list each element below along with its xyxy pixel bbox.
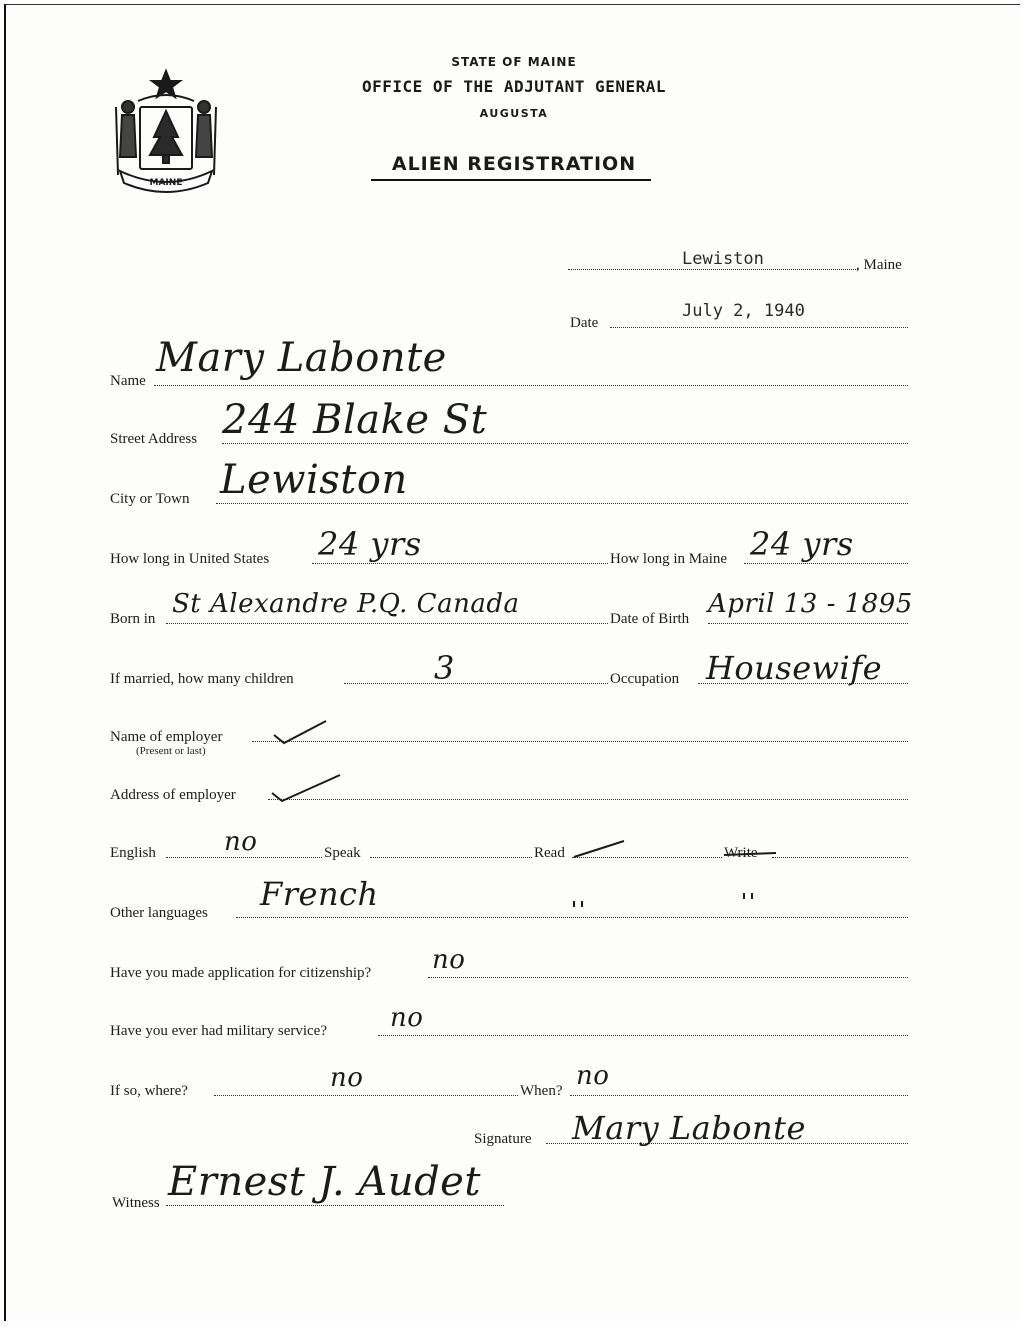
employer-label: Name of employer [110, 729, 223, 745]
born-line [166, 623, 608, 624]
street-label: Street Address [110, 431, 198, 447]
occupation-value: Housewife [706, 649, 883, 687]
dob-line [708, 623, 908, 624]
speak-line [370, 857, 532, 858]
military-value: no [390, 1003, 424, 1033]
dob-label: Date of Birth [610, 611, 690, 627]
place-line [568, 269, 858, 270]
write-label: Write [724, 845, 758, 861]
ditto-mark-icon [570, 897, 590, 911]
name-value: Mary Labonte [156, 335, 447, 381]
city-heading: AUGUSTA [479, 107, 549, 120]
dob-value: April 13 - 1895 [708, 589, 913, 619]
seal-text: MAINE [149, 178, 183, 188]
signature-label: Signature [474, 1131, 532, 1147]
signature-value: Mary Labonte [572, 1109, 806, 1147]
witness-value: Ernest J. Audet [168, 1159, 481, 1205]
place-state-label: , Maine [856, 257, 902, 273]
name-line [154, 385, 908, 386]
when-line [570, 1095, 908, 1096]
place-city: Lewiston [682, 249, 764, 269]
other-languages-value: French [260, 875, 379, 913]
city-label: City or Town [110, 491, 190, 507]
date-line [610, 327, 908, 328]
employer-sublabel: (Present or last) [136, 745, 206, 757]
english-value: no [224, 827, 258, 857]
us-time-line [312, 563, 608, 564]
witness-line [166, 1205, 504, 1206]
maine-time-value: 24 yrs [750, 525, 854, 563]
citizenship-line [428, 977, 908, 978]
citizenship-value: no [432, 945, 466, 975]
us-time-label: How long in United States [110, 551, 270, 567]
strike-mark-icon [724, 849, 780, 861]
occupation-label: Occupation [610, 671, 680, 687]
employer-address-label: Address of employer [110, 787, 236, 803]
military-label: Have you ever had military service? [110, 1023, 327, 1039]
title-underline [371, 179, 651, 181]
read-label: Read [534, 845, 565, 861]
speak-label: Speak [324, 845, 361, 861]
where-value: no [330, 1063, 364, 1093]
employer-address-line [268, 799, 908, 800]
street-line [222, 443, 908, 444]
citizenship-label: Have you made application for citizenship? [110, 965, 372, 981]
registration-form [4, 4, 1020, 1321]
children-line [344, 683, 608, 684]
maine-time-label: How long in Maine [610, 551, 728, 567]
dash-mark-icon [572, 837, 628, 861]
form-title: ALIEN REGISTRATION [391, 153, 637, 175]
witness-label: Witness [112, 1195, 160, 1211]
street-value: 244 Blake St [222, 397, 488, 443]
other-languages-label: Other languages [110, 905, 208, 921]
english-label: English [110, 845, 156, 861]
english-line [166, 857, 322, 858]
other-languages-line [236, 917, 908, 918]
state-heading: STATE OF MAINE [451, 55, 577, 69]
when-value: no [576, 1061, 610, 1091]
city-line [216, 503, 908, 504]
date-label: Date [570, 315, 599, 331]
check-mark-icon [270, 717, 330, 747]
office-heading: OFFICE OF THE ADJUTANT GENERAL [362, 77, 666, 96]
name-label: Name [110, 373, 146, 389]
children-value: 3 [434, 649, 455, 687]
where-label: If so, where? [110, 1083, 188, 1099]
when-label: When? [520, 1083, 563, 1099]
ditto-mark-icon [740, 889, 760, 903]
date-value: July 2, 1940 [682, 301, 805, 321]
check-mark-icon [268, 771, 344, 805]
us-time-value: 24 yrs [318, 525, 422, 563]
maine-time-line [744, 563, 908, 564]
born-label: Born in [110, 611, 156, 627]
born-value: St Alexandre P.Q. Canada [172, 589, 520, 619]
city-value: Lewiston [220, 457, 408, 503]
employer-line [252, 741, 908, 742]
children-label: If married, how many children [110, 671, 294, 687]
write-line [772, 857, 908, 858]
military-line [378, 1035, 908, 1036]
where-line [214, 1095, 518, 1096]
